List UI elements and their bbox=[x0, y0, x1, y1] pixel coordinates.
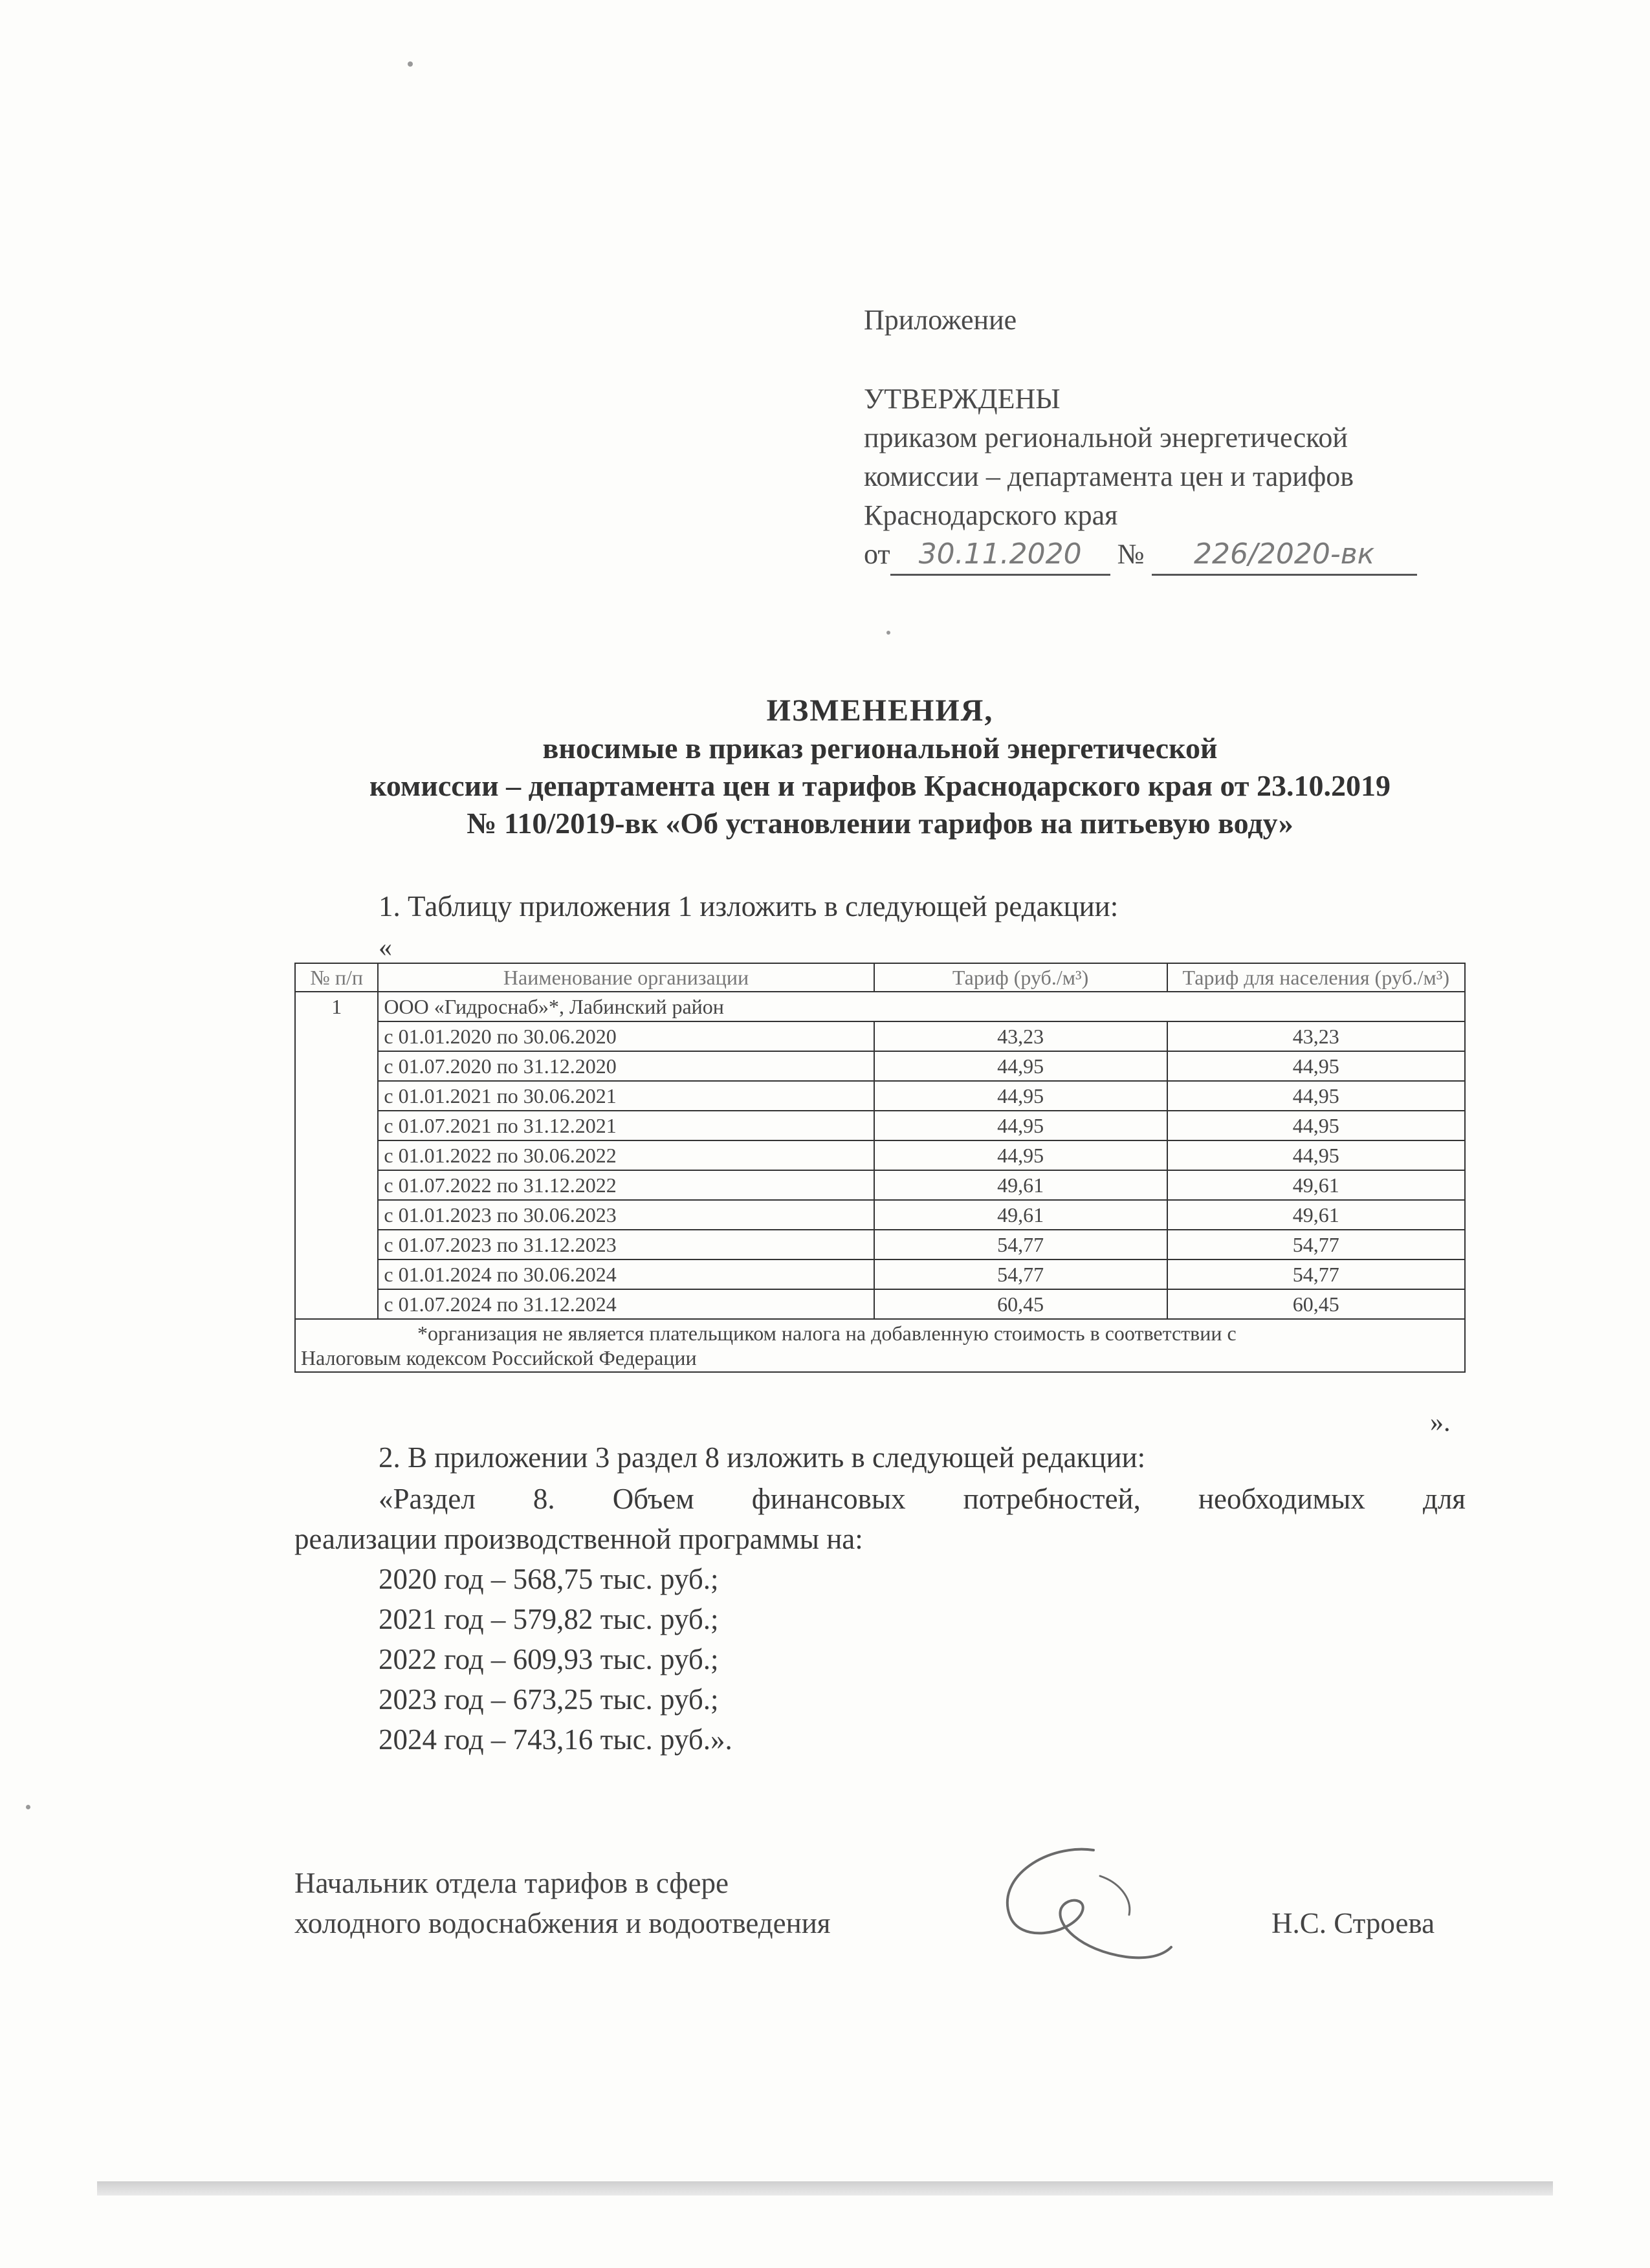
year-item: 2022 год – 609,93 тыс. руб.; bbox=[379, 1643, 719, 1675]
position-line-2: холодного водоснабжения и водоотведения bbox=[294, 1907, 831, 1939]
tariff-population-cell: 44,95 bbox=[1167, 1051, 1465, 1081]
table-note bbox=[295, 1319, 1465, 1372]
tariff-population-cell: 60,45 bbox=[1167, 1289, 1465, 1319]
period-cell: с 01.01.2020 по 30.06.2020 bbox=[378, 1021, 874, 1051]
approval-line-1: приказом региональной энергетической bbox=[864, 422, 1348, 453]
note-line-2: Налоговым кодексом Российской Федерации bbox=[301, 1346, 697, 1369]
date-prefix: от bbox=[864, 538, 890, 570]
handwritten-signature bbox=[971, 1837, 1184, 1973]
paragraph-first-line: «Раздел 8. Объем финансовых потребностей, необходимых для bbox=[379, 1483, 1466, 1515]
scan-speck bbox=[26, 1805, 30, 1809]
title-line-3: № 110/2019-вк «Об установлении тарифов на питьевую воду» bbox=[467, 807, 1293, 840]
year-item: 2024 год – 743,16 тыс. руб.». bbox=[379, 1723, 732, 1756]
table-row bbox=[295, 1021, 1465, 1051]
period-cell: с 01.07.2021 по 31.12.2021 bbox=[378, 1111, 874, 1140]
quote-close: ». bbox=[1430, 1408, 1451, 1437]
number-prefix: № bbox=[1117, 538, 1145, 570]
table-row bbox=[295, 1230, 1465, 1259]
appendix-label: Приложение bbox=[864, 304, 1017, 336]
table-row bbox=[295, 1289, 1465, 1319]
org-row bbox=[295, 992, 1465, 1021]
header-tariff: Тариф (руб./м³) bbox=[874, 963, 1167, 992]
header-tariff-population: Тариф для населения (руб./м³) bbox=[1167, 963, 1465, 992]
approval-block bbox=[864, 301, 1511, 576]
table-row bbox=[295, 1140, 1465, 1170]
period-cell: с 01.01.2021 по 30.06.2021 bbox=[378, 1081, 874, 1111]
year-list bbox=[379, 1559, 732, 1760]
year-item: 2021 год – 579,82 тыс. руб.; bbox=[379, 1603, 719, 1635]
period-cell: с 01.07.2020 по 31.12.2020 bbox=[378, 1051, 874, 1081]
tariff-table bbox=[294, 963, 1466, 1373]
tariff-population-cell: 49,61 bbox=[1167, 1200, 1465, 1230]
tariff-cell: 43,23 bbox=[874, 1021, 1167, 1051]
period-cell: с 01.07.2022 по 31.12.2022 bbox=[378, 1170, 874, 1200]
tariff-population-cell: 44,95 bbox=[1167, 1111, 1465, 1140]
section-2-text: 2. В приложении 3 раздел 8 изложить в следующей редакции: bbox=[379, 1441, 1146, 1474]
table-row bbox=[295, 1200, 1465, 1230]
signer-position bbox=[294, 1863, 831, 1943]
period-cell: с 01.01.2024 по 30.06.2024 bbox=[378, 1259, 874, 1289]
tariff-population-cell: 43,23 bbox=[1167, 1021, 1465, 1051]
period-cell: с 01.01.2022 по 30.06.2022 bbox=[378, 1140, 874, 1170]
handwritten-number: 226/2020-вк bbox=[1152, 535, 1417, 576]
table-row bbox=[295, 1170, 1465, 1200]
table-row bbox=[295, 1051, 1465, 1081]
tariff-population-cell: 54,77 bbox=[1167, 1230, 1465, 1259]
tariff-cell: 44,95 bbox=[874, 1081, 1167, 1111]
note-row bbox=[295, 1319, 1465, 1372]
tariff-cell: 49,61 bbox=[874, 1200, 1167, 1230]
tariff-cell: 44,95 bbox=[874, 1051, 1167, 1081]
table-row bbox=[295, 1259, 1465, 1289]
approval-line-3: Краснодарского края bbox=[864, 499, 1118, 531]
table-row bbox=[295, 1111, 1465, 1140]
approval-date-line bbox=[864, 535, 1511, 576]
period-cell: с 01.07.2024 по 31.12.2024 bbox=[378, 1289, 874, 1319]
tariff-cell: 54,77 bbox=[874, 1259, 1167, 1289]
section-1-text: 1. Таблицу приложения 1 изложить в следующей редакции: bbox=[379, 890, 1119, 922]
scan-speck bbox=[408, 61, 413, 67]
table-header-row bbox=[295, 963, 1465, 992]
tariff-cell: 44,95 bbox=[874, 1140, 1167, 1170]
period-cell: с 01.01.2023 по 30.06.2023 bbox=[378, 1200, 874, 1230]
section-2-paragraph bbox=[294, 1479, 1466, 1559]
tariff-cell: 44,95 bbox=[874, 1111, 1167, 1140]
title-main: ИЗМЕНЕНИЯ, bbox=[766, 693, 994, 728]
tariff-cell: 54,77 bbox=[874, 1230, 1167, 1259]
signer-name: Н.С. Строева bbox=[1271, 1907, 1435, 1939]
tariff-cell: 49,61 bbox=[874, 1170, 1167, 1200]
paragraph-second-line: реализации производственной программы на: bbox=[294, 1523, 863, 1555]
header-num: № п/п bbox=[295, 963, 378, 992]
table-row bbox=[295, 1081, 1465, 1111]
tariff-cell: 60,45 bbox=[874, 1289, 1167, 1319]
tariff-population-cell: 54,77 bbox=[1167, 1259, 1465, 1289]
approval-line-2: комиссии – департамента цен и тарифов bbox=[864, 461, 1354, 492]
tariff-population-cell: 44,95 bbox=[1167, 1140, 1465, 1170]
note-line-1: *организация не является плательщиком налога на добавленную стоимость в соответствии с bbox=[417, 1322, 1237, 1345]
document-title bbox=[278, 692, 1482, 842]
scan-speck bbox=[886, 631, 890, 635]
tariff-population-cell: 49,61 bbox=[1167, 1170, 1465, 1200]
year-item: 2020 год – 568,75 тыс. руб.; bbox=[379, 1563, 719, 1595]
header-name: Наименование организации bbox=[378, 963, 874, 992]
handwritten-date: 30.11.2020 bbox=[890, 535, 1110, 576]
title-line-2: комиссии – департамента цен и тарифов Краснодарского края от 23.10.2019 bbox=[369, 769, 1391, 802]
period-cell: с 01.07.2023 по 31.12.2023 bbox=[378, 1230, 874, 1259]
tariff-population-cell: 44,95 bbox=[1167, 1081, 1465, 1111]
scan-bottom-edge bbox=[97, 2181, 1553, 2196]
approved-label: УТВЕРЖДЕНЫ bbox=[864, 383, 1061, 415]
title-line-1: вносимые в приказ региональной энергетической bbox=[542, 732, 1218, 765]
position-line-1: Начальник отдела тарифов в сфере bbox=[294, 1867, 729, 1899]
org-number: 1 bbox=[295, 992, 378, 1319]
quote-open: « bbox=[379, 933, 392, 963]
org-name: ООО «Гидроснаб»*, Лабинский район bbox=[378, 992, 1465, 1021]
year-item: 2023 год – 673,25 тыс. руб.; bbox=[379, 1683, 719, 1716]
